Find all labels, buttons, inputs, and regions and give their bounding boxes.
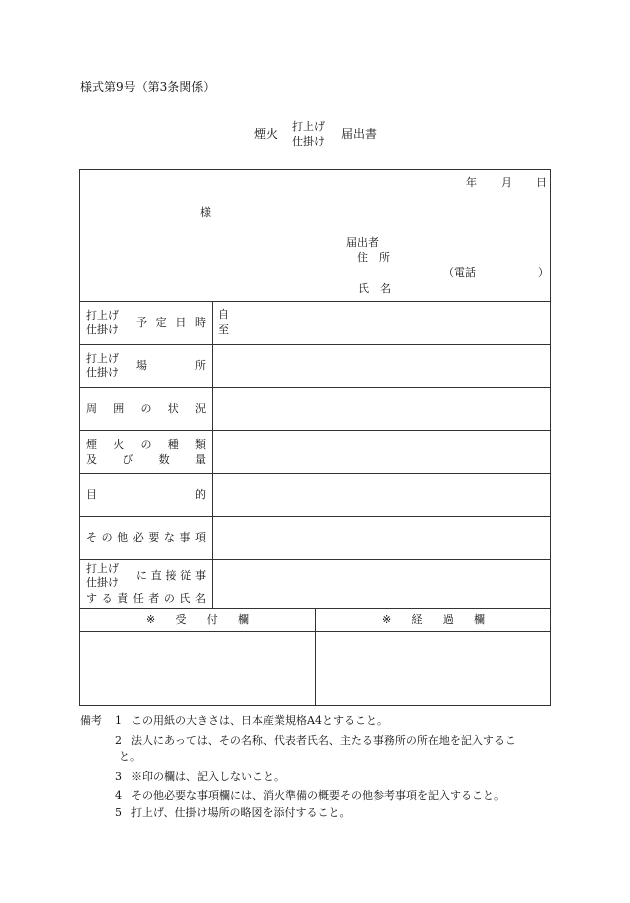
date-year-label: 年 bbox=[466, 176, 477, 189]
types-char: 数 bbox=[158, 453, 170, 466]
label-column-divider bbox=[212, 301, 213, 608]
responsible-char: る bbox=[101, 592, 113, 605]
place-launch: 打上げ bbox=[86, 352, 119, 365]
note-text: 打上げ、仕掛け場所の略図を添付すること。 bbox=[131, 806, 351, 819]
schedule-setup-text: 仕掛け bbox=[86, 323, 119, 336]
notes-label: 備考 bbox=[80, 714, 102, 727]
name-label: 氏 名 bbox=[358, 282, 391, 295]
phone-open: （電話 bbox=[443, 266, 476, 279]
responsible-char: 氏 bbox=[179, 592, 191, 605]
row-divider bbox=[79, 516, 551, 517]
place-label-char: 所 bbox=[195, 359, 206, 372]
surroundings-char: 状 bbox=[167, 402, 179, 415]
progress-char: 経 bbox=[411, 613, 423, 626]
table-border-top bbox=[79, 169, 551, 170]
schedule-label bbox=[136, 316, 206, 330]
row-divider bbox=[79, 344, 551, 345]
types-char: 及 bbox=[86, 453, 97, 466]
row-divider bbox=[79, 301, 551, 302]
row-divider bbox=[79, 559, 551, 560]
row-divider bbox=[79, 430, 551, 431]
types-char: び bbox=[122, 453, 134, 466]
table-border-left bbox=[79, 169, 80, 706]
note-number: 4 bbox=[115, 789, 122, 802]
schedule-to: 至 bbox=[218, 323, 229, 336]
other-char: の bbox=[101, 531, 113, 544]
types-char: の bbox=[140, 438, 152, 451]
types-char: 類 bbox=[195, 438, 206, 451]
types-char: 火 bbox=[113, 438, 125, 451]
types-label-line2 bbox=[86, 453, 206, 467]
responsible-char: 責 bbox=[117, 592, 129, 605]
note-number: 2 bbox=[115, 734, 122, 747]
types-char: 種 bbox=[167, 438, 179, 451]
address-label: 住 所 bbox=[357, 251, 390, 264]
form-number: 様式第9号（第3条関係） bbox=[80, 80, 216, 94]
types-char: 量 bbox=[194, 453, 206, 466]
other-char: 必 bbox=[132, 531, 144, 544]
place-label bbox=[136, 359, 206, 373]
surroundings-char: 況 bbox=[195, 402, 206, 415]
title-notification: 届出書 bbox=[341, 127, 378, 141]
row-divider bbox=[79, 387, 551, 388]
progress-char: 過 bbox=[442, 613, 454, 626]
other-char: な bbox=[163, 531, 175, 544]
surroundings-label bbox=[86, 402, 206, 416]
title-fireworks: 煙火 bbox=[254, 127, 279, 141]
table-border-right bbox=[550, 169, 551, 706]
responsible-char: 名 bbox=[194, 592, 206, 605]
note-text-continued: と。 bbox=[119, 750, 141, 763]
other-label bbox=[86, 531, 206, 545]
reception-column-header bbox=[146, 613, 249, 627]
purpose-char: 目 bbox=[86, 488, 97, 501]
schedule-launch-text: 打上げ bbox=[86, 309, 119, 322]
other-char: 他 bbox=[117, 531, 129, 544]
addressee-suffix: 様 bbox=[200, 206, 211, 219]
date-day-label: 日 bbox=[536, 176, 547, 189]
row-divider bbox=[79, 473, 551, 474]
reception-char: 付 bbox=[206, 613, 218, 626]
note-number: 5 bbox=[115, 806, 122, 819]
schedule-launch bbox=[86, 309, 125, 323]
responsible-launch: 打上げ bbox=[86, 562, 119, 575]
schedule-label-char: 定 bbox=[155, 316, 167, 329]
schedule-label-char: 時 bbox=[194, 316, 206, 329]
responsible-setup: 仕掛け bbox=[86, 576, 119, 589]
responsible-line3 bbox=[86, 592, 206, 606]
purpose-label bbox=[86, 488, 206, 502]
surroundings-char: 周 bbox=[86, 402, 97, 415]
types-label-line1 bbox=[86, 438, 206, 452]
notifier-label: 届出者 bbox=[346, 236, 379, 249]
reception-char: 欄 bbox=[237, 613, 249, 626]
responsible-char: 任 bbox=[132, 592, 144, 605]
responsible-char: す bbox=[86, 592, 97, 605]
progress-column-header bbox=[382, 613, 485, 627]
responsible-suffix bbox=[136, 569, 206, 583]
surroundings-char: の bbox=[140, 402, 152, 415]
responsible-char: 従 bbox=[180, 569, 192, 582]
reception-char: 受 bbox=[175, 613, 187, 626]
purpose-char: 的 bbox=[195, 488, 206, 501]
date-month-label: 月 bbox=[501, 176, 512, 189]
footer-column-divider bbox=[315, 608, 316, 706]
other-char: 要 bbox=[148, 531, 160, 544]
place-label-char: 場 bbox=[136, 359, 147, 372]
place-setup: 仕掛け bbox=[86, 366, 119, 379]
note-text: 法人にあっては、その名称、代表者氏名、主たる事務所の所在地を記入するこ bbox=[131, 734, 516, 747]
title-setup: 仕掛け bbox=[292, 135, 325, 148]
progress-char: 欄 bbox=[473, 613, 485, 626]
schedule-label-char: 予 bbox=[136, 316, 147, 329]
note-text: ※印の欄は、記入しないこと。 bbox=[131, 770, 285, 783]
note-text: その他必要な事項欄には、消火準備の概要その他参考事項を記入すること。 bbox=[131, 789, 505, 802]
other-char: 項 bbox=[194, 531, 206, 544]
responsible-char: に bbox=[136, 569, 147, 582]
progress-char: ※ bbox=[382, 613, 392, 626]
other-char: そ bbox=[86, 531, 97, 544]
phone-close: ） bbox=[538, 266, 549, 279]
note-text: この用紙の大きさは、日本産業規格A4とすること。 bbox=[131, 714, 388, 727]
responsible-char: の bbox=[163, 592, 175, 605]
schedule-setup bbox=[86, 323, 125, 337]
types-char: 煙 bbox=[86, 438, 97, 451]
responsible-char: 接 bbox=[165, 569, 177, 582]
schedule-from: 自 bbox=[218, 308, 229, 321]
responsible-char: 直 bbox=[150, 569, 162, 582]
note-number: 3 bbox=[115, 770, 122, 783]
responsible-char: 事 bbox=[195, 569, 206, 582]
other-char: 事 bbox=[179, 531, 191, 544]
title-launch: 打上げ bbox=[292, 120, 325, 133]
note-number: 1 bbox=[115, 714, 122, 727]
schedule-label-char: 日 bbox=[175, 316, 187, 329]
responsible-char: 者 bbox=[148, 592, 160, 605]
reception-char: ※ bbox=[146, 613, 156, 626]
surroundings-char: 囲 bbox=[113, 402, 125, 415]
